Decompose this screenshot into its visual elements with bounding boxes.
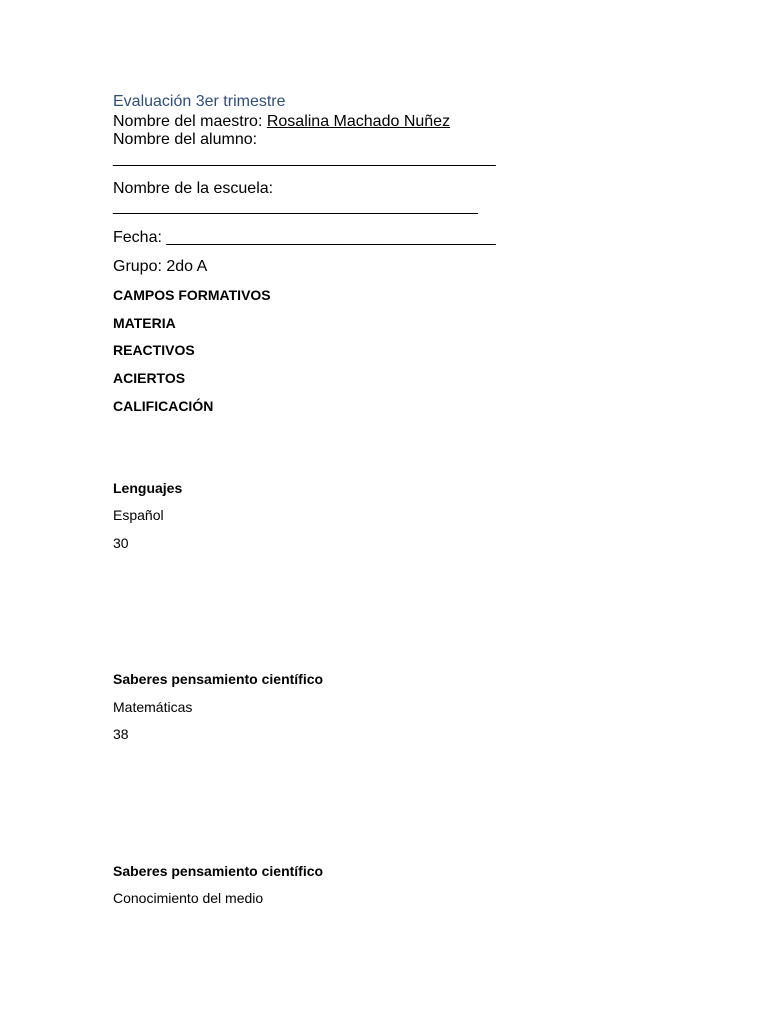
student-label: Nombre del alumno:: [113, 131, 258, 148]
school-label: Nombre de la escuela:: [113, 180, 274, 197]
column-header-calificacion: CALIFICACIÓN: [113, 398, 214, 414]
document-title: Evaluación 3er trimestre: [113, 93, 286, 110]
date-line: Fecha: _____________________________________: [113, 229, 496, 246]
row-3-materia: Conocimiento del medio: [113, 890, 264, 906]
teacher-line: [113, 113, 450, 131]
teacher-label: Nombre del maestro:: [113, 113, 267, 130]
column-header-materia: MATERIA: [113, 315, 176, 331]
row-3-campo: Saberes pensamiento científico: [113, 863, 324, 879]
column-header-campos: CAMPOS FORMATIVOS: [113, 287, 271, 303]
row-1-materia: Español: [113, 507, 164, 523]
row-1-campo: Lenguajes: [113, 480, 183, 496]
row-2-campo: Saberes pensamiento científico: [113, 671, 324, 687]
column-header-reactivos: REACTIVOS: [113, 342, 195, 358]
row-1-reactivos: 30: [113, 535, 129, 551]
teacher-name: Rosalina Machado Nuñez: [266, 113, 451, 130]
school-blank-line: _________________________________________: [113, 198, 478, 215]
group-line: Grupo: 2do A: [113, 258, 208, 275]
student-blank-line: ___________________________________________: [113, 150, 496, 167]
row-2-materia: Matemáticas: [113, 699, 193, 715]
column-header-aciertos: ACIERTOS: [113, 370, 186, 386]
row-2-reactivos: 38: [113, 726, 129, 742]
